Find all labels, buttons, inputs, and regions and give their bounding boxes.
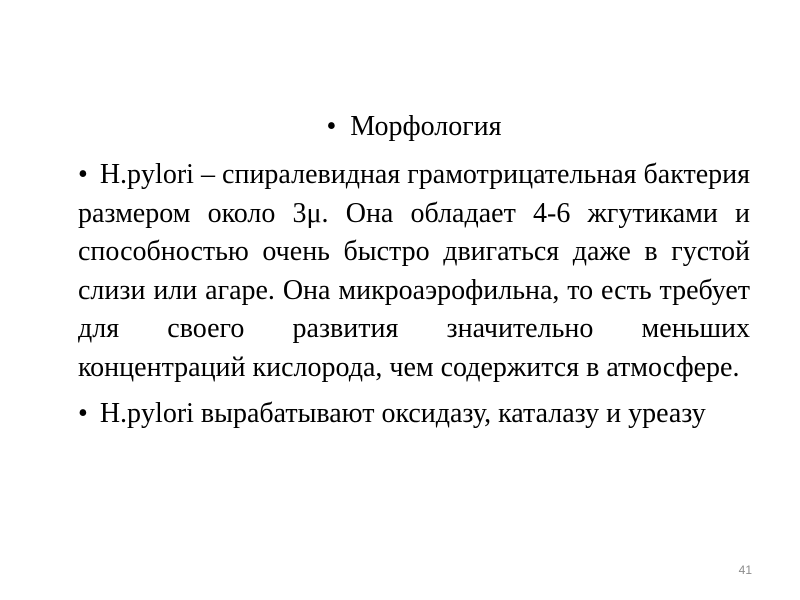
bullet-icon: • bbox=[78, 398, 88, 429]
bullet-icon: • bbox=[78, 159, 88, 190]
slide-heading: Морфология bbox=[350, 111, 502, 142]
bullet-icon: • bbox=[326, 111, 337, 142]
paragraph-enzymes bbox=[78, 395, 738, 434]
paragraph-text: H.pylori вырабатывают оксидазу, каталазу и уреазу bbox=[99, 398, 706, 429]
slide-content bbox=[78, 108, 750, 442]
paragraph-text: H.pylori – спиралевидная грамотрицательная бактерия размером около 3μ. Она обладает 4-6 жгутиками и способностью очень быстро двигаться даже в густой слизи или агаре. Она микроаэрофильна, то есть требует для своего развития значительно меньших концентраций кислорода, чем содержится в атмосфере. bbox=[78, 159, 750, 383]
paragraph-morphology bbox=[78, 156, 750, 387]
heading-row bbox=[78, 108, 750, 146]
page-number: 41 bbox=[738, 563, 752, 577]
